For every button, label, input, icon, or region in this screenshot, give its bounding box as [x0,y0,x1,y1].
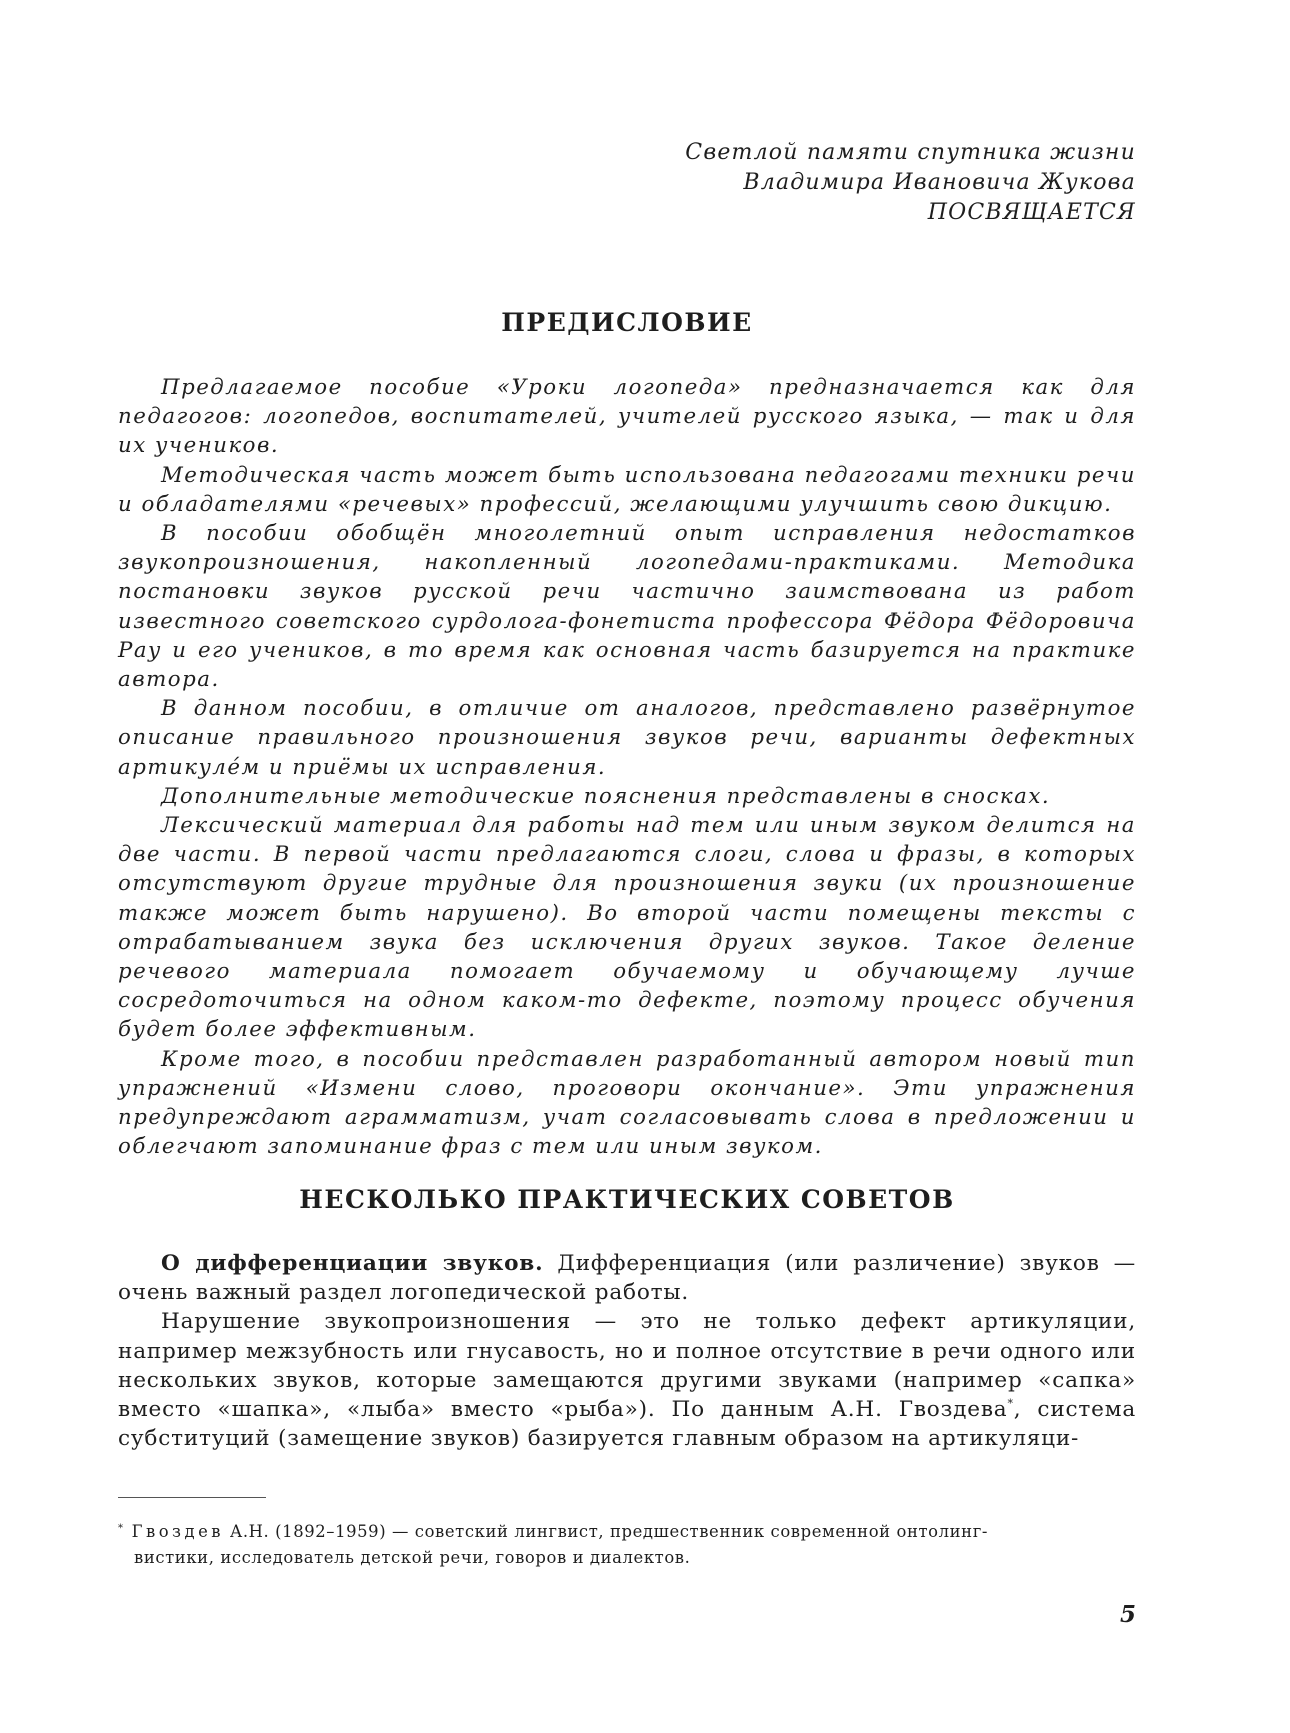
preface-paragraph: Методическая часть может быть использована педагогами техники речи и обладателями «речевых» профессий, желающими улучшить свою дикцию. [118,462,1136,517]
footnote-text: А.Н. (1892–1959) — советский лингвист, предшественник современной онтолинг- [224,1522,989,1541]
preface-paragraph: Предлагаемое пособие «Уроки логопеда» предназначается как для педагогов: логопедов, воспитателей, учителей русского языка, — так и для их учеников. [118,375,1136,459]
footnote-reference[interactable]: * [1007,1397,1014,1411]
tips-lead-term: О дифференциации звуков. [161,1251,544,1276]
footnote-author: Гвоздев [131,1522,225,1541]
footnote-line-1 [118,1519,1136,1545]
preface-paragraph: В пособии обобщён многолетний опыт исправления недостатков звукопроизношения, накопленный логопедами-практиками. Методика постановки звуков русской речи частично заимствована из работ известного советского сурдолога-фонетиста профессора Фёдора Фёдоровича Рау и его учеников, в то время как основная часть базируется на практике автора. [118,521,1136,693]
dedication-line-2: Владимира Ивановича Жукова [743,170,1136,195]
practical-tips-body [118,1249,1136,1453]
page-number: 5 [1119,1601,1136,1628]
practical-tips-heading: НЕСКОЛЬКО ПРАКТИЧЕСКИХ СОВЕТОВ [299,1185,955,1214]
preface-paragraph: Дополнительные методические пояснения представлены в сносках. [161,783,1051,809]
tips-paragraph [118,1307,1136,1453]
preface-paragraph: В данном пособии, в отличие от аналогов, представлено развёрнутое описание правильного произношения звуков речи, варианты дефектных артикулéм и приёмы их исправления. [118,696,1136,780]
footnote-mark: * [118,1523,124,1534]
footnote-divider [118,1497,266,1498]
dedication [336,138,1136,228]
preface-body [118,373,1136,1161]
dedication-line-1: Светлой памяти спутника жизни [685,140,1136,165]
tips-paragraph [118,1249,1136,1307]
preface-paragraph: Кроме того, в пособии представлен разработанный автором новый тип упражнений «Измени слово, проговори окончание». Эти упражнения предупреждают аграмматизм, учат согласовывать слова в предложении и облегчают запоминание фраз с тем или иным звуком. [118,1046,1136,1160]
dedication-line-3: ПОСВЯЩАЕТСЯ [927,200,1136,225]
tips-paragraph-text: , система субституций (замещение звуков) базируется главным образом на артикуляци- [118,1397,1137,1452]
footnote [118,1519,1136,1571]
footnote-line-2: вистики, исследователь детской речи, говоров и диалектов. [134,1548,691,1567]
preface-paragraph: Лексический материал для работы над тем или иным звуком делится на две части. В первой части предлагаются слоги, слова и фразы, в которых отсутствуют другие трудные для произношения звуки (их произношение также может быть нарушено). Во второй части помещены тексты с отрабатыванием звука без исключения других звуков. Такое деление речевого материала помогает обучаемому и обучающему лучше сосредоточиться на одном каком-то дефекте, поэтому процесс обучения будет более эффективным. [118,813,1136,1043]
tips-paragraph-text: Нарушение звукопроизношения — это не только дефект артикуляции, например межзубность или гнусавость, но и полное отсутствие в речи одного или нескольких звуков, которые замещаются другими звуками (например «сапка» вместо «шапка», «лыба» вместо «рыба»). По данным А.Н. Гвоздева [118,1309,1136,1423]
preface-heading: ПРЕДИСЛОВИЕ [501,308,753,337]
tips-paragraph-text: Дифференциация (или различение) звуков — очень важный раздел логопедической работы. [118,1251,1137,1306]
